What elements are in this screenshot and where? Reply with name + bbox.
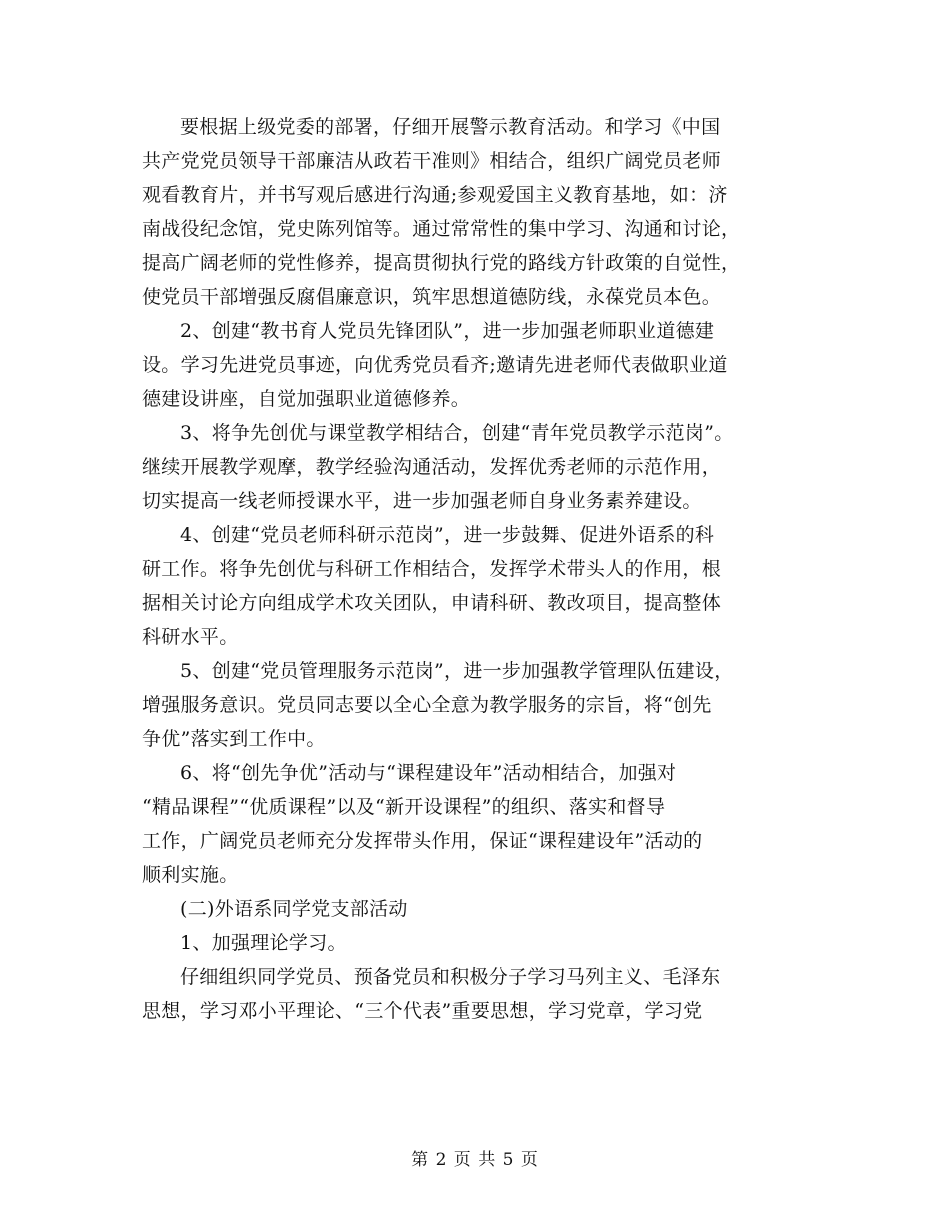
- text-line: 南战役纪念馆，党史陈列馆等。通过常常性的集中学习、沟通和讨论，: [142, 218, 741, 240]
- text-line: 观看教育片，并书写观后感进行沟通;参观爱国主义教育基地，如：济: [142, 184, 728, 206]
- text-line: 争优”落实到工作中。: [142, 728, 326, 750]
- text-line: 4、创建“党员老师科研示范岗”，进一步鼓舞、促进外语系的科: [180, 524, 715, 546]
- text-line: 共产党党员领导干部廉洁从政若干准则》相结合，组织广阔党员老师: [142, 150, 722, 172]
- text-line: 6、将“创先争优”活动与“课程建设年”活动相结合，加强对: [180, 762, 677, 784]
- text-line: 增强服务意识。党员同志要以全心全意为教学服务的宗旨，将“创先: [142, 694, 712, 716]
- text-line: 德建设讲座，自觉加强职业道德修养。: [142, 388, 471, 410]
- text-line: 提高广阔老师的党性修养，提高贯彻执行党的路线方针政策的自觉性，: [142, 252, 741, 274]
- text-line: 2、创建“教书育人党员先锋团队”，进一步加强老师职业道德建: [180, 320, 715, 342]
- text-line: 顺利实施。: [142, 864, 239, 886]
- text-line: 3、将争先创优与课堂教学相结合，创建“青年党员教学示范岗”。: [180, 422, 734, 444]
- text-line: 科研水平。: [142, 626, 239, 648]
- text-line: 继续开展教学观摩，教学经验沟通活动，发挥优秀老师的示范作用，: [142, 456, 722, 478]
- page-number: 第 2 页 共 5 页: [411, 1150, 539, 1170]
- text-line: 设。学习先进党员事迹，向优秀党员看齐;邀请先进老师代表做职业道: [142, 354, 728, 376]
- text-line: 要根据上级党委的部署，仔细开展警示教育活动。和学习《中国: [180, 116, 721, 138]
- text-line: 思想，学习邓小平理论、“三个代表”重要思想，学习党章，学习党: [142, 1000, 703, 1022]
- subheading: 1、加强理论学习。: [180, 932, 347, 954]
- text-line: 研工作。将争先创优与科研工作相结合，发挥学术带头人的作用，根: [142, 558, 722, 580]
- text-line: 仔细组织同学党员、预备党员和积极分子学习马列主义、毛泽东: [180, 966, 721, 988]
- text-line: 使党员干部增强反腐倡廉意识，筑牢思想道德防线，永葆党员本色。: [142, 286, 722, 308]
- text-line: 切实提高一线老师授课水平，进一步加强老师自身业务素养建设。: [142, 490, 702, 512]
- text-line: 工作，广阔党员老师充分发挥带头作用，保证“课程建设年”活动的: [142, 830, 703, 852]
- section-heading: (二)外语系同学党支部活动: [180, 898, 408, 920]
- text-line: 据相关讨论方向组成学术攻关团队，申请科研、教改项目，提高整体: [142, 592, 722, 614]
- document-body: [142, 110, 822, 1028]
- text-line: 5、创建“党员管理服务示范岗”，进一步加强教学管理队伍建设，: [180, 660, 734, 682]
- text-line: “精品课程”“优质课程”以及“新开设课程”的组织、落实和督导: [142, 796, 666, 818]
